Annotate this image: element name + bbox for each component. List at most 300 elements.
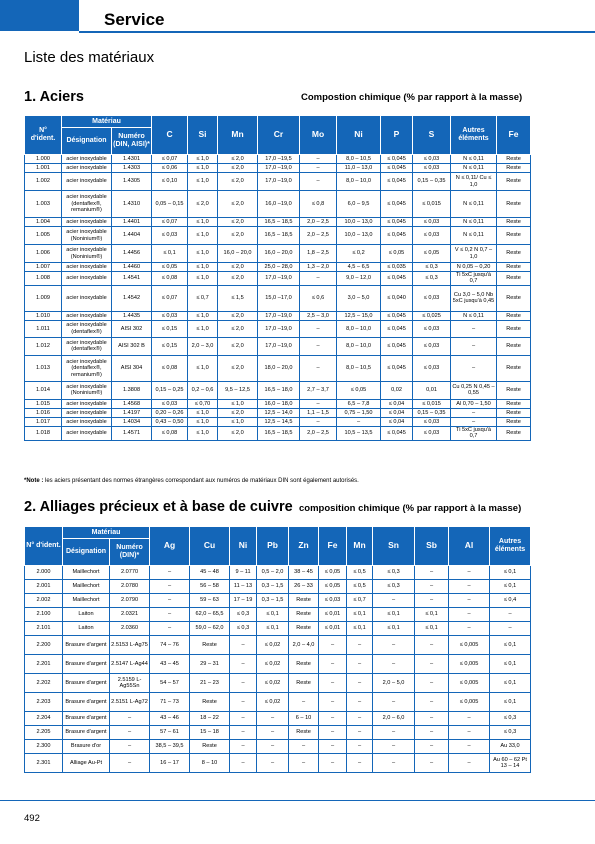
table-cell: ≤ 0,2 (337, 245, 381, 263)
table-cell: 15 – 18 (190, 726, 230, 740)
table-cell: ≤ 2,0 (218, 263, 258, 272)
table-cell: 17,0 –19,0 (258, 337, 300, 355)
table-cell: ≤ 0,03 (413, 337, 451, 355)
table-cell: 2.101 (25, 622, 63, 636)
table-cell: Reste (289, 726, 319, 740)
table-cell: ≤ 0,045 (381, 320, 413, 337)
table-cell: 1,8 – 2,5 (300, 245, 337, 263)
table-cell: 2,7 – 3,7 (300, 381, 337, 399)
table-cell: – (289, 754, 319, 773)
table-cell: – (230, 712, 257, 726)
table-cell: Cu 0,25 N 0,45 – 0,55 (451, 381, 497, 399)
table-cell: ≤ 0,045 (381, 164, 413, 173)
table-cell: – (415, 712, 449, 726)
table-cell: Reste (497, 355, 531, 381)
table-cell: 16 – 17 (150, 754, 190, 773)
table-cell: Au 33,0 (490, 740, 531, 754)
table-cell: ≤ 0,005 (449, 655, 490, 674)
table-cell: Alliage Au-Pt (63, 754, 110, 773)
table-cell: 16,0 – 18,0 (258, 399, 300, 408)
table-cell: 0,2 – 0,6 (188, 381, 218, 399)
table-cell: 12,5 – 15,0 (337, 311, 381, 320)
table-cell: 26 – 33 (289, 580, 319, 594)
section2-title: 2. Alliages précieux et à base de cuivre (24, 499, 293, 515)
table-cell: acier inoxydable (dentaflex®, remanium®) (62, 191, 112, 218)
table-cell: 2.200 (25, 636, 63, 655)
table-cell: AISI 302 (112, 320, 152, 337)
table-cell: AISI 302 B (112, 337, 152, 355)
table-cell: ≤ 1,0 (188, 355, 218, 381)
table-cell: Reste (289, 674, 319, 693)
table-row (25, 740, 531, 754)
table-cell: Reste (289, 608, 319, 622)
table-cell: 10,5 – 13,5 (337, 426, 381, 440)
table-cell: – (449, 712, 490, 726)
table-cell: 71 – 73 (150, 693, 190, 712)
table-cell: Reste (497, 337, 531, 355)
table-cell: ≤ 2,0 (218, 426, 258, 440)
table-row (25, 381, 531, 399)
table-cell: 1.4542 (112, 285, 152, 311)
col-header: Autres éléments (490, 527, 531, 566)
table-cell: 18 – 22 (190, 712, 230, 726)
table-cell: ≤ 2,0 (218, 191, 258, 218)
table-cell: – (347, 655, 373, 674)
table-row (25, 272, 531, 286)
table-cell: N ≤ 0,11/ Cu ≤ 1,0 (451, 173, 497, 191)
table-cell: 1.3808 (112, 381, 152, 399)
table-cell: ≤ 1,0 (188, 245, 218, 263)
table-cell: ≤ 1,0 (218, 399, 258, 408)
table-cell: – (319, 655, 347, 674)
table-cell: 25,0 – 28,0 (258, 263, 300, 272)
table-cell: acier inoxydable (62, 155, 112, 164)
table-cell: – (289, 740, 319, 754)
table-cell: ≤ 0,03 (152, 311, 188, 320)
table-cell: ≤ 2,0 (218, 320, 258, 337)
table-cell: acier inoxydable (62, 408, 112, 417)
table-cell: ≤ 0,3 (230, 608, 257, 622)
table-cell: 2,0 – 2,5 (300, 227, 337, 245)
table-cell: ≤ 0,15 (152, 320, 188, 337)
table-cell: 1.4460 (112, 263, 152, 272)
table-cell: ≤ 1,0 (188, 426, 218, 440)
table-cell: 6,5 – 7,8 (337, 399, 381, 408)
page-number: 492 (24, 813, 40, 824)
col-header: Ni (230, 527, 257, 566)
table-cell: 6 – 10 (289, 712, 319, 726)
table-cell: 1.012 (25, 337, 62, 355)
table-cell: acier inoxydable (dentaflex®) (62, 320, 112, 337)
table-cell: – (150, 594, 190, 608)
table-cell: acier inoxydable (62, 173, 112, 191)
table-cell: ≤ 0,005 (449, 674, 490, 693)
table-cell: ≤ 0,07 (152, 285, 188, 311)
table-cell: 8 – 10 (190, 754, 230, 773)
table-cell: Reste (497, 320, 531, 337)
table-cell: 1.4404 (112, 227, 152, 245)
table-cell: 12,5 – 14,0 (258, 408, 300, 417)
col-header: Mo (300, 116, 337, 155)
table-cell: 1.010 (25, 311, 62, 320)
table-cell: ≤ 2,0 (218, 218, 258, 227)
table-cell: – (319, 726, 347, 740)
table-cell: 1.4305 (112, 173, 152, 191)
table-cell: ≤ 0,10 (152, 173, 188, 191)
table-cell: – (373, 594, 415, 608)
table-cell: V ≤ 0,2 N 0,7 – 1,0 (451, 245, 497, 263)
page-title: Liste des matériaux (24, 49, 155, 66)
table-cell: 2.5153 L-Ag75 (110, 636, 150, 655)
table-cell: 0,02 (381, 381, 413, 399)
table-cell: Reste (497, 263, 531, 272)
table-cell: 1.4568 (112, 399, 152, 408)
table-cell: Reste (190, 693, 230, 712)
table-cell: acier inoxydable (62, 272, 112, 286)
table-row (25, 726, 531, 740)
table-cell: – (300, 155, 337, 164)
table-cell: ≤ 0,03 (413, 164, 451, 173)
col-header: Pb (257, 527, 289, 566)
table-cell: ≤ 0,3 (413, 272, 451, 286)
table-cell: 9,0 – 12,0 (337, 272, 381, 286)
table-cell: ≤ 0,1 (415, 608, 449, 622)
table-cell: ≤ 0,01 (319, 622, 347, 636)
table-cell: ≤ 0,045 (381, 155, 413, 164)
col-header: P (381, 116, 413, 155)
table-cell: 2.301 (25, 754, 63, 773)
table-cell: – (449, 622, 490, 636)
table-cell: – (415, 655, 449, 674)
table-cell: – (490, 608, 531, 622)
table-cell: Reste (497, 408, 531, 417)
table-cell: Reste (497, 381, 531, 399)
col-header: Al (449, 527, 490, 566)
table-cell: – (300, 417, 337, 426)
table-cell: ≤ 1,0 (188, 218, 218, 227)
table-cell: ≤ 0,05 (319, 566, 347, 580)
table-cell: 2.5159 L-Ag55Sn (110, 674, 150, 693)
table-cell: Brasure d'argent (63, 655, 110, 674)
table-cell: N 0,05 – 0,20 (451, 263, 497, 272)
table-cell: ≤ 1,0 (188, 155, 218, 164)
table-cell: 18,0 – 20,0 (258, 355, 300, 381)
table-cell: 8,0 – 10,5 (337, 155, 381, 164)
table-cell: ≤ 0,045 (381, 355, 413, 381)
table-cell: N ≤ 0,11 (451, 227, 497, 245)
table-cell: – (373, 740, 415, 754)
table-cell: 17 – 19 (230, 594, 257, 608)
table-cell: ≤ 0,015 (413, 399, 451, 408)
table-cell: Reste (497, 426, 531, 440)
table-cell: acier inoxydable (62, 426, 112, 440)
table-cell: – (373, 726, 415, 740)
table-cell: – (230, 754, 257, 773)
table-cell: ≤ 2,0 (218, 173, 258, 191)
table-cell: 17,0 –19,0 (258, 173, 300, 191)
table-cell: – (319, 674, 347, 693)
table-cell: ≤ 0,045 (381, 311, 413, 320)
table-cell: 38 – 45 (289, 566, 319, 580)
col-header: Numéro (DIN, AISI)* (112, 128, 152, 155)
table-row (25, 355, 531, 381)
table-cell: 2,0 – 6,0 (373, 712, 415, 726)
table-cell: ≤ 1,0 (218, 417, 258, 426)
table-cell: ≤ 0,06 (152, 164, 188, 173)
table-cell: ≤ 0,05 (337, 381, 381, 399)
table-cell: ≤ 0,015 (413, 191, 451, 218)
table-cell: 4,5 – 6,5 (337, 263, 381, 272)
col-header: Fe (319, 527, 347, 566)
table-cell: – (347, 693, 373, 712)
table-cell: Ti 5xC jusqu'à 0,7 (451, 272, 497, 286)
table-cell: 1.4571 (112, 426, 152, 440)
table-cell: 59,0 – 62,0 (190, 622, 230, 636)
table-cell: 16,5 – 18,5 (258, 218, 300, 227)
table-cell: ≤ 0,02 (257, 655, 289, 674)
table-cell: ≤ 0,1 (490, 580, 531, 594)
table-cell: ≤ 0,08 (152, 355, 188, 381)
table-cell: acier inoxydable (62, 311, 112, 320)
col-header: N° d'ident. (25, 527, 63, 566)
table-cell: – (257, 740, 289, 754)
table-cell: ≤ 0,5 (347, 580, 373, 594)
table-cell: – (110, 712, 150, 726)
table-row (25, 337, 531, 355)
table-cell: 21 – 23 (190, 674, 230, 693)
table-cell: ≤ 0,6 (300, 285, 337, 311)
table-cell: 38,5 – 39,5 (150, 740, 190, 754)
table-cell: ≤ 0,1 (257, 608, 289, 622)
table-cell: 2,0 – 2,5 (300, 218, 337, 227)
table-cell: ≤ 0,70 (188, 399, 218, 408)
table-row (25, 417, 531, 426)
steel-table (24, 115, 531, 441)
table-cell: 2.100 (25, 608, 63, 622)
table-cell: – (150, 622, 190, 636)
table-row (25, 566, 531, 580)
table-cell: ≤ 0,03 (319, 594, 347, 608)
table-cell: – (300, 320, 337, 337)
table-cell: ≤ 0,1 (490, 674, 531, 693)
col-header: C (152, 116, 188, 155)
table-cell: Reste (289, 655, 319, 674)
table-row (25, 580, 531, 594)
table-row (25, 263, 531, 272)
table-cell: Reste (289, 594, 319, 608)
table-cell: 17,0 –19,0 (258, 320, 300, 337)
table-cell: 1.016 (25, 408, 62, 417)
table-cell: – (490, 622, 531, 636)
table-cell: – (300, 173, 337, 191)
table-cell: – (257, 712, 289, 726)
table-cell: 8,0 – 10,5 (337, 355, 381, 381)
table-cell: ≤ 0,01 (319, 608, 347, 622)
table-row (25, 191, 531, 218)
table-row (25, 693, 531, 712)
col-header: Mn (347, 527, 373, 566)
table-cell: – (300, 355, 337, 381)
table-cell: 16,5 – 18,0 (258, 381, 300, 399)
col-header: Ni (337, 116, 381, 155)
table-cell: acier inoxydable (dentaflex®) (62, 337, 112, 355)
table-cell: – (300, 337, 337, 355)
table-cell: Au 60 – 62 Pt 13 – 14 (490, 754, 531, 773)
table-cell: ≤ 0,03 (152, 399, 188, 408)
table-cell: acier inoxydable (62, 164, 112, 173)
footnote (24, 478, 359, 484)
table-cell: ≤ 0,04 (381, 408, 413, 417)
table-cell: acier inoxydable (Noninium®) (62, 245, 112, 263)
table-cell: Reste (190, 740, 230, 754)
table-cell: ≤ 0,08 (152, 272, 188, 286)
table-cell: 16,5 – 18,5 (258, 426, 300, 440)
table-cell: 6,0 – 9,5 (337, 191, 381, 218)
table-cell: ≤ 1,0 (188, 272, 218, 286)
col-header: Fe (497, 116, 531, 155)
table-cell: 1.002 (25, 173, 62, 191)
table-cell: 0,01 (413, 381, 451, 399)
table-cell: ≤ 0,03 (413, 155, 451, 164)
table-cell: 2,0 – 3,0 (188, 337, 218, 355)
table-cell: ≤ 0,5 (347, 566, 373, 580)
table-cell: Reste (497, 272, 531, 286)
table-cell: ≤ 0,1 (490, 566, 531, 580)
table-cell: ≤ 0,005 (449, 693, 490, 712)
table-cell: 0,3 – 1,5 (257, 594, 289, 608)
table-cell: ≤ 1,0 (188, 227, 218, 245)
table-cell: Reste (497, 399, 531, 408)
col-header: Désignation (62, 128, 112, 155)
table-cell: – (110, 754, 150, 773)
table-cell: ≤ 0,045 (381, 272, 413, 286)
table-cell: ≤ 0,03 (413, 227, 451, 245)
section2-subtitle: composition chimique (% par rapport à la masse) (299, 503, 522, 514)
table-cell: 45 – 48 (190, 566, 230, 580)
group-header: Matériau (63, 527, 150, 539)
col-header: Autres éléments (451, 116, 497, 155)
table-cell: ≤ 2,0 (218, 355, 258, 381)
table-cell: ≤ 0,1 (347, 608, 373, 622)
table-cell: 0,15 – 0,35 (413, 173, 451, 191)
table-row (25, 173, 531, 191)
table-cell: 16,0 –19,0 (258, 191, 300, 218)
table-row (25, 155, 531, 164)
col-header: Ag (150, 527, 190, 566)
header-color-block (0, 0, 79, 31)
table-cell: 2.205 (25, 726, 63, 740)
table-cell: – (449, 594, 490, 608)
table-cell: 1.018 (25, 426, 62, 440)
table-cell: ≤ 1,0 (188, 311, 218, 320)
table-cell: Brasure d'argent (63, 674, 110, 693)
table-cell: – (319, 636, 347, 655)
table-cell: 16,5 – 18,5 (258, 227, 300, 245)
table-cell: – (415, 636, 449, 655)
table-cell: acier inoxydable (62, 218, 112, 227)
table-cell: 1.015 (25, 399, 62, 408)
table-cell: acier inoxydable (Noninium®) (62, 227, 112, 245)
table-cell: Reste (289, 622, 319, 636)
table-cell: acier inoxydable (dentaflex®, remanium®) (62, 355, 112, 381)
table-cell: 56 – 58 (190, 580, 230, 594)
table-cell: ≤ 0,1 (490, 636, 531, 655)
table-cell: acier inoxydable (62, 263, 112, 272)
table-cell: ≤ 0,02 (257, 636, 289, 655)
table-row (25, 164, 531, 173)
table-row (25, 227, 531, 245)
table-cell: – (451, 408, 497, 417)
table-cell: ≤ 2,0 (188, 191, 218, 218)
table-cell: – (449, 566, 490, 580)
table-cell: ≤ 0,3 (373, 580, 415, 594)
table-cell: 1.003 (25, 191, 62, 218)
col-header: Numéro (DIN)* (110, 539, 150, 566)
table-cell: Maillechort (63, 566, 110, 580)
table-cell: ≤ 2,0 (218, 408, 258, 417)
table-cell: – (415, 754, 449, 773)
table-cell: 1.4303 (112, 164, 152, 173)
table-cell: ≤ 1,0 (188, 173, 218, 191)
table-cell: – (449, 740, 490, 754)
col-header: Cu (190, 527, 230, 566)
table-cell: 1.000 (25, 155, 62, 164)
table-cell: ≤ 0,15 (152, 337, 188, 355)
col-header: Cr (258, 116, 300, 155)
table-cell: 62,0 – 65,5 (190, 608, 230, 622)
table-row (25, 594, 531, 608)
footer-rule (0, 800, 595, 801)
table-cell: 8,0 – 10,0 (337, 320, 381, 337)
table-cell: – (449, 754, 490, 773)
table-row (25, 426, 531, 440)
table-cell: – (415, 594, 449, 608)
table-cell: – (373, 636, 415, 655)
table-cell: – (373, 655, 415, 674)
table-cell: 1.4310 (112, 191, 152, 218)
table-row (25, 245, 531, 263)
table-cell: Reste (497, 218, 531, 227)
table-cell: 2.300 (25, 740, 63, 754)
table-cell: Brasure d'argent (63, 636, 110, 655)
table-cell: ≤ 1,0 (188, 417, 218, 426)
table-cell: 2.5151 L-Ag72 (110, 693, 150, 712)
table-cell: ≤ 2,0 (218, 155, 258, 164)
table-cell: 0,3 – 1,5 (257, 580, 289, 594)
table-cell: 29 – 31 (190, 655, 230, 674)
table-cell: – (415, 740, 449, 754)
table-cell: – (230, 636, 257, 655)
table-cell: – (451, 355, 497, 381)
table-cell: ≤ 0,02 (257, 693, 289, 712)
table-cell: 8,0 – 10,0 (337, 337, 381, 355)
section1-title: 1. Aciers (24, 89, 84, 105)
table-cell: ≤ 0,045 (381, 173, 413, 191)
table-cell: – (415, 693, 449, 712)
table-cell: 74 – 76 (150, 636, 190, 655)
table-cell: ≤ 0,1 (373, 622, 415, 636)
table-cell: 2.0321 (110, 608, 150, 622)
table-cell: – (300, 272, 337, 286)
col-header: Sn (373, 527, 415, 566)
table-cell: – (150, 566, 190, 580)
table-cell: 1.007 (25, 263, 62, 272)
table-cell: 1.009 (25, 285, 62, 311)
table-cell: ≤ 0,05 (319, 580, 347, 594)
table-cell: 3,0 – 5,0 (337, 285, 381, 311)
table-cell: 1.011 (25, 320, 62, 337)
table-cell: 54 – 57 (150, 674, 190, 693)
